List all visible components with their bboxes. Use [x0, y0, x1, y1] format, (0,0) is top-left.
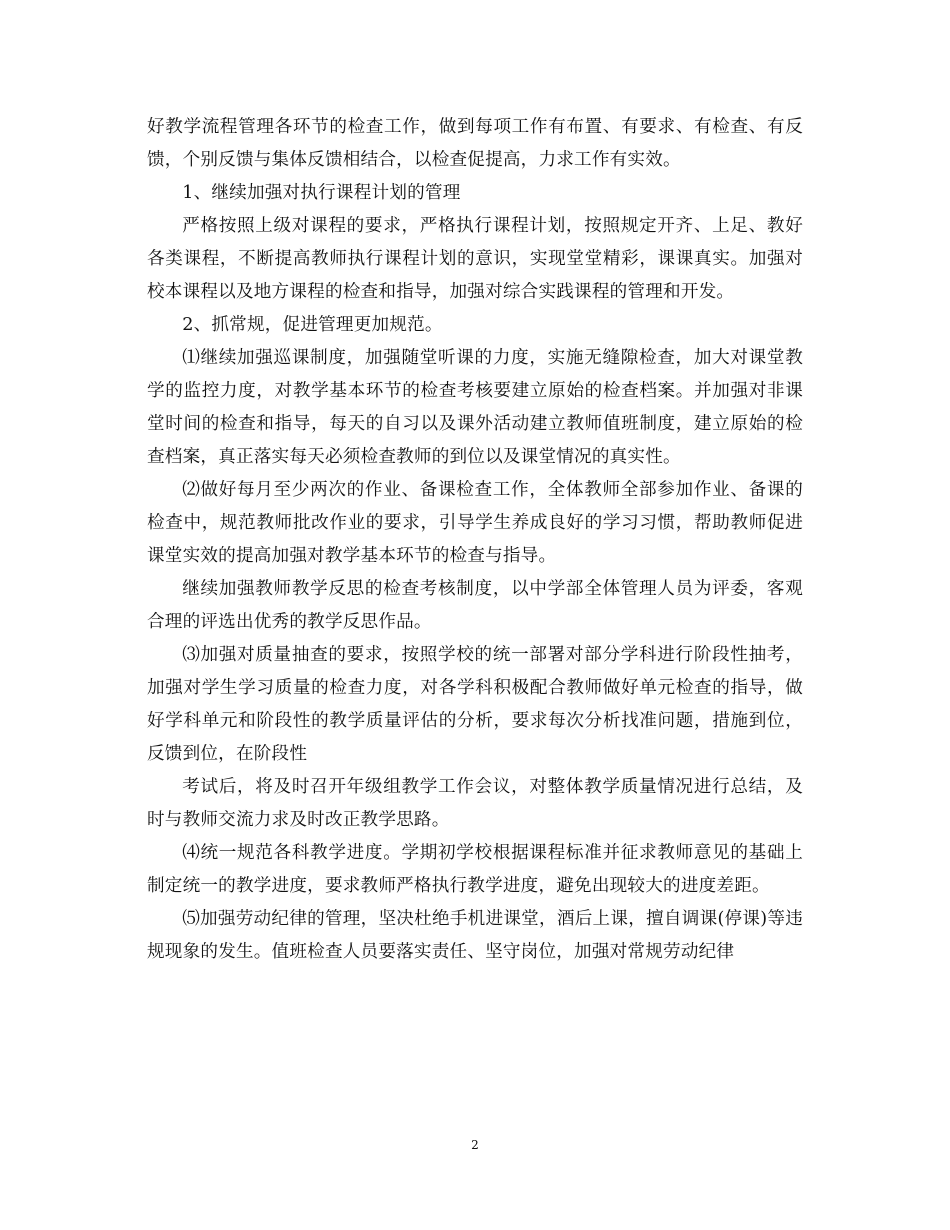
- paragraph-2: 1、继续加强对执行课程计划的管理: [182, 183, 461, 203]
- paragraph-1: 好教学流程管理各环节的检查工作，做到每项工作有布置、有要求、有检查、有反馈，个别反馈与集体反馈相结合，以检查促提高，力求工作有实效。: [147, 117, 803, 170]
- paragraph-10: ⑷统一规范各科教学进度。学期初学校根据课程标准并征求教师意见的基础上制定统一的教学进度，要求教师严格执行教学进度，避免出现较大的进度差距。: [147, 843, 803, 896]
- paragraph-9: 考试后，将及时召开年级组教学工作会议，对整体教学质量情况进行总结，及时与教师交流力求及时改正教学思路。: [147, 777, 803, 830]
- paragraph-3: 严格按照上级对课程的要求，严格执行课程计划，按照规定开齐、上足、教好各类课程，不断提高教师执行课程计划的意识，实现堂堂精彩，课课真实。加强对校本课程以及地方课程的检查和指导，加强对综合实践课程的管理和开发。: [147, 216, 803, 302]
- paragraph-7: 继续加强教师教学反思的检查考核制度，以中学部全体管理人员为评委，客观合理的评选出优秀的教学反思作品。: [147, 579, 803, 632]
- paragraph-8: ⑶加强对质量抽查的要求，按照学校的统一部署对部分学科进行阶段性抽考，加强对学生学习质量的检查力度，对各学科积极配合教师做好单元检查的指导，做好学科单元和阶段性的教学质量评估的分析，要求每次分析找准问题，措施到位，反馈到位，在阶段性: [147, 645, 803, 764]
- document-body: [147, 111, 803, 969]
- paragraph-5: ⑴继续加强巡课制度，加强随堂听课的力度，实施无缝隙检查，加大对课堂教学的监控力度，对教学基本环节的检查考核要建立原始的检查档案。并加强对非课堂时间的检查和指导，每天的自习以及课外活动建立教师值班制度，建立原始的检查档案，真正落实每天必须检查教师的到位以及课堂情况的真实性。: [147, 348, 803, 467]
- paragraph-11: ⑸加强劳动纪律的管理，坚决杜绝手机进课堂，酒后上课，擅自调课(停课)等违规现象的发生。值班检查人员要落实责任、坚守岗位，加强对常规劳动纪律: [147, 909, 803, 962]
- page-number: 2: [471, 1138, 479, 1152]
- paragraph-6: ⑵做好每月至少两次的作业、备课检查工作，全体教师全部参加作业、备课的检查中，规范教师批改作业的要求，引导学生养成良好的学习习惯，帮助教师促进课堂实效的提高加强对教学基本环节的检查与指导。: [147, 480, 803, 566]
- paragraph-4: 2、抓常规，促进管理更加规范。: [182, 315, 443, 335]
